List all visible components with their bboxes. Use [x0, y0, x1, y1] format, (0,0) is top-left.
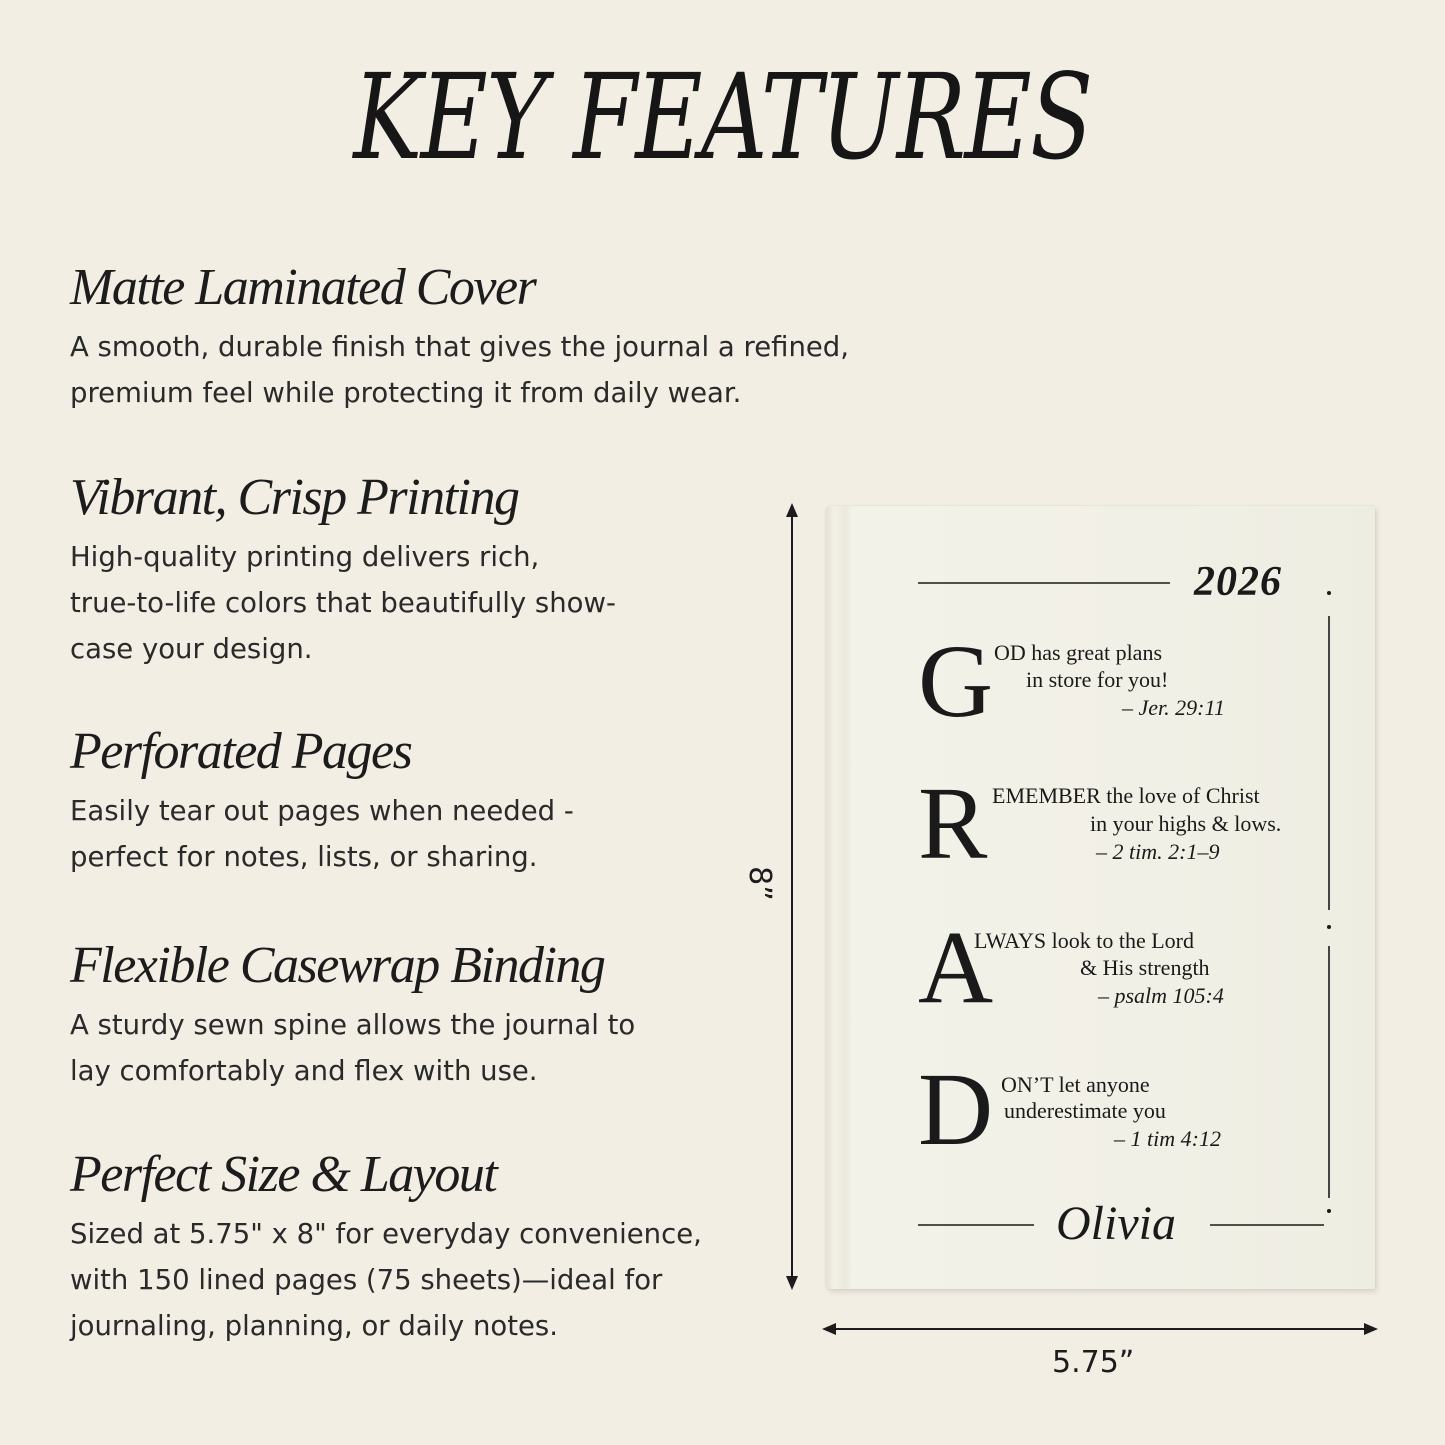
cover-verse-ref: – psalm 105:4: [1098, 983, 1224, 1008]
page-title: KEY FEATURES: [353, 48, 1092, 186]
initial-letter-g: G: [918, 624, 994, 739]
cover-line: EMEMBER the love of Christ: [992, 783, 1260, 808]
feature-matte-cover: [70, 259, 930, 416]
cover-line: underestimate you: [1004, 1098, 1166, 1123]
feature-description: A sturdy sewn spine allows the journal to lay comfortably and flex with use.: [70, 1009, 636, 1087]
feature-printing: [70, 469, 930, 672]
feature-heading: Flexible Casewrap Binding: [70, 937, 605, 994]
feature-description: Sized at 5.75" x 8" for everyday convenience, with 150 lined pages (75 sheets)—ideal for journaling, planning, or daily notes.: [70, 1218, 702, 1342]
feature-heading: Perfect Size & Layout: [70, 1146, 497, 1203]
feature-perforated-pages: [70, 723, 930, 880]
cover-line: ON’T let anyone: [1001, 1072, 1150, 1097]
width-label: 5.75”: [1052, 1345, 1135, 1380]
feature-heading: Perforated Pages: [70, 723, 412, 780]
feature-description: High-quality printing delivers rich, true-to-life colors that beautifully show- case your design.: [70, 541, 616, 665]
feature-size-layout: [70, 1146, 930, 1349]
cover-line: in store for you!: [1026, 667, 1169, 692]
initial-letter-r: R: [918, 766, 988, 881]
width-arrow-head-right: [1364, 1323, 1378, 1335]
cover-line: LWAYS look to the Lord: [974, 928, 1194, 953]
cover-line: OD has great plans: [994, 640, 1163, 665]
feature-binding: [70, 937, 930, 1094]
feature-description: Easily tear out pages when needed - perfect for notes, lists, or sharing.: [70, 795, 574, 873]
initial-letter-a: A: [918, 910, 994, 1025]
feature-heading: Matte Laminated Cover: [70, 259, 536, 316]
height-label: 8”: [741, 866, 777, 901]
cover-line: & His strength: [1080, 955, 1210, 980]
initial-letter-d: D: [918, 1052, 994, 1167]
cover-verse-ref: – 2 tim. 2:1–9: [1096, 839, 1220, 864]
journal-cover: [826, 506, 1375, 1289]
cover-name: Olivia: [1056, 1197, 1176, 1250]
feature-heading: Vibrant, Crisp Printing: [70, 469, 519, 526]
feature-description: A smooth, durable finish that gives the journal a refined, premium feel while protecting it from daily wear.: [70, 331, 849, 409]
cover-verse-ref: – 1 tim 4:12: [1114, 1126, 1221, 1151]
cover-frame-lines: [826, 506, 1375, 1289]
cover-line: in your highs & lows.: [1090, 811, 1282, 836]
cover-year: 2026: [1194, 559, 1282, 605]
cover-verse-ref: – Jer. 29:11: [1122, 695, 1225, 720]
